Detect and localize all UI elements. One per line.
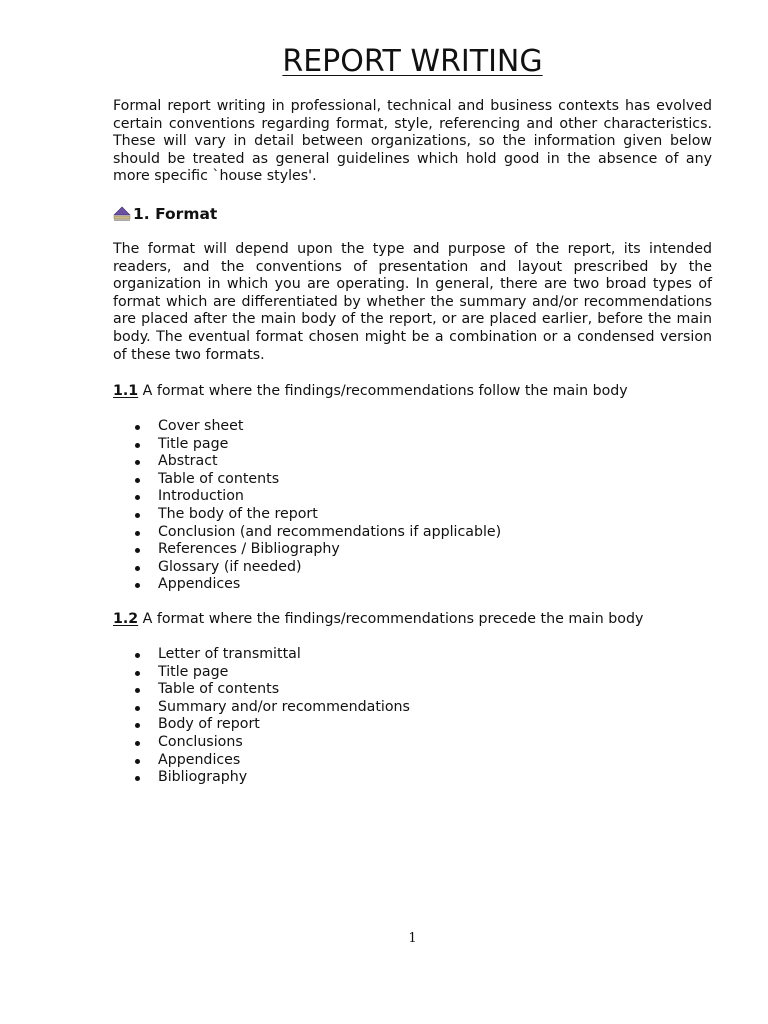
list-item: Letter of transmittal <box>113 646 673 664</box>
list-item: Title page <box>113 664 673 682</box>
format-list-2 <box>113 646 673 787</box>
list-item: Title page <box>113 436 673 454</box>
page-title: REPORT WRITING <box>282 44 543 79</box>
bullet-icon <box>135 531 140 536</box>
list-item: Conclusions <box>113 734 673 752</box>
list-item: References / Bibliography <box>113 541 673 559</box>
bullet-icon <box>135 548 140 553</box>
bullet-icon <box>135 443 140 448</box>
list-item: Appendices <box>113 752 673 770</box>
format-list-1 <box>113 418 673 594</box>
intro-paragraph: Formal report writing in professional, technical and business contexts has evolved certain conventions regarding format, style, referencing and other characteristics. These will vary in detail between organizations, so the information given below should be treated as general guidelines which hold good in the absence of any more specific `house styles'. <box>113 98 712 185</box>
list-item: Glossary (if needed) <box>113 559 673 577</box>
list-item: Body of report <box>113 716 673 734</box>
bullet-icon <box>135 776 140 781</box>
bullet-icon <box>135 741 140 746</box>
bullet-icon <box>135 495 140 500</box>
format-paragraph: The format will depend upon the type and purpose of the report, its intended readers, and the conventions of presentation and layout prescribed by the organization in which you are operating. In general, there are two broad types of format which are differentiated by whether the summary and/or recommendations are placed after the main body of the report, or are placed earlier, before the main body. The eventual format chosen might be a combination or a condensed version of these two formats. <box>113 241 712 363</box>
subsection-number: 1.1 <box>113 383 139 399</box>
section-heading-label: 1. Format <box>133 205 218 223</box>
bullet-icon <box>135 706 140 711</box>
bullet-icon <box>135 460 140 465</box>
list-item: Cover sheet <box>113 418 673 436</box>
section-heading-format <box>113 204 217 224</box>
bullet-icon <box>135 653 140 658</box>
bullet-icon <box>135 723 140 728</box>
bullet-icon <box>135 478 140 483</box>
list-item: The body of the report <box>113 506 673 524</box>
bullet-icon <box>135 583 140 588</box>
bullet-icon <box>135 671 140 676</box>
list-item: Bibliography <box>113 769 673 787</box>
bullet-icon <box>135 425 140 430</box>
bullet-icon <box>135 566 140 571</box>
list-item: Table of contents <box>113 681 673 699</box>
subsection-number: 1.2 <box>113 611 139 627</box>
up-arrow-icon[interactable] <box>113 206 131 222</box>
list-item: Abstract <box>113 453 673 471</box>
list-item: Table of contents <box>113 471 673 489</box>
bullet-icon <box>135 688 140 693</box>
subsection-1-2 <box>113 610 712 628</box>
page-number: 1 <box>408 931 417 946</box>
list-item: Appendices <box>113 576 673 594</box>
list-item: Summary and/or recommendations <box>113 699 673 717</box>
list-item: Introduction <box>113 488 673 506</box>
list-item: Conclusion (and recommendations if applicable) <box>113 524 673 542</box>
subsection-1-1 <box>113 382 712 400</box>
bullet-icon <box>135 513 140 518</box>
bullet-icon <box>135 759 140 764</box>
subsection-text: A format where the findings/recommendations precede the main body <box>138 611 644 627</box>
subsection-text: A format where the findings/recommendations follow the main body <box>138 383 628 399</box>
